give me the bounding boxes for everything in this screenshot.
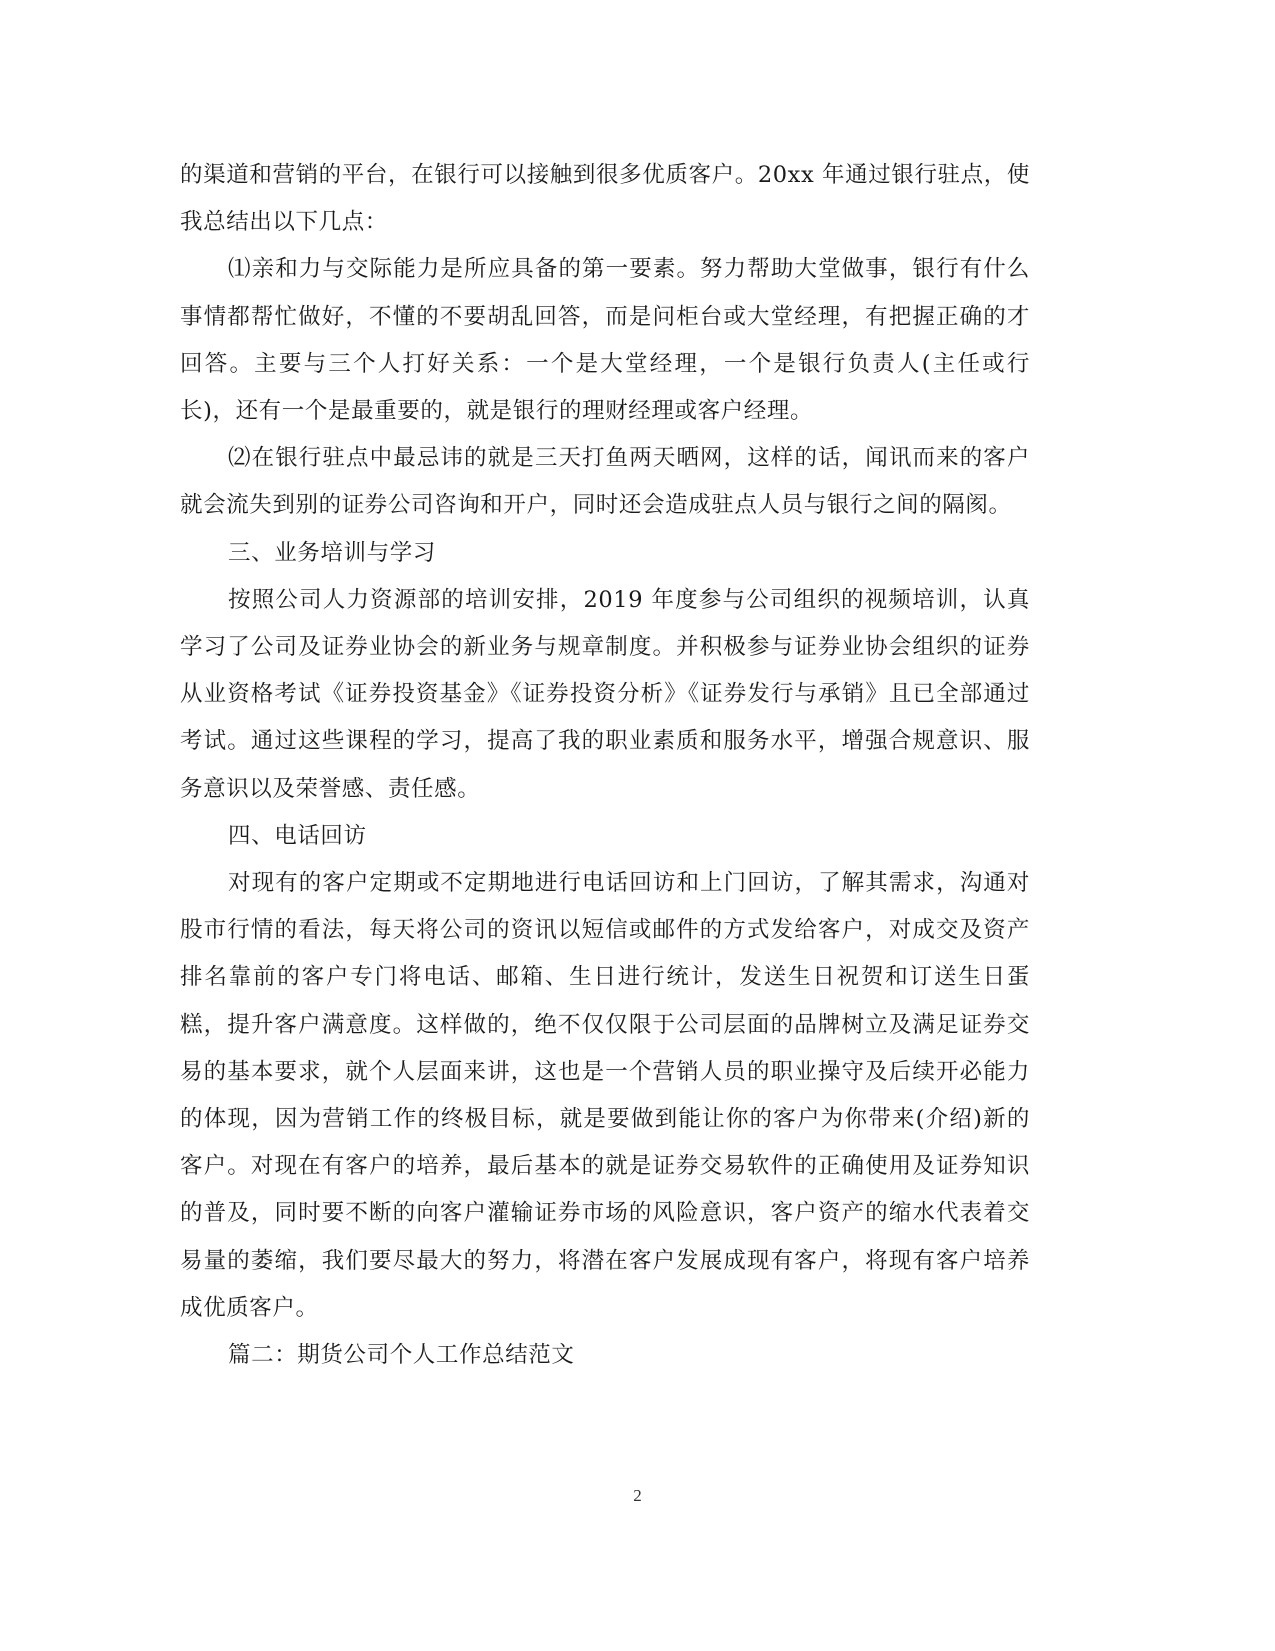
section-heading-training: 三、业务培训与学习 [228,539,436,566]
paragraph-training: 按照公司人力资源部的培训安排，2019 年度参与公司组织的视频培训，认真学习了公司及证券业协会的新业务与规章制度。并积极参与证券业协会组织的证券从业资格考试《证券投资基金》《证券投资分析》《证券发行与承销》且已全部通过考试。通过这些课程的学习，提高了我的职业素质和服务水平，增强合规意识、服务意识以及荣誉感、责任感。 [180,586,1030,802]
paragraph-point-2: ⑵在银行驻点中最忌讳的就是三天打鱼两天晒网，这样的话，闻讯而来的客户就会流失到别的证券公司咨询和开户，同时还会造成驻点人员与银行之间的隔阂。 [180,445,1030,519]
paragraph-phone-followup: 对现有的客户定期或不定期地进行电话回访和上门回访，了解其需求，沟通对股市行情的看法，每天将公司的资讯以短信或邮件的方式发给客户，对成交及资产排名靠前的客户专门将电话、邮箱、生日进行统计，发送生日祝贺和订送生日蛋糕，提升客户满意度。这样做的，绝不仅仅限于公司层面的品牌树立及满足证券交易的基本要求，就个人层面来讲，这也是一个营销人员的职业操守及后续开必能力的体现，因为营销工作的终极目标，就是要做到能让你的客户为你带来(介绍)新的客户。对现在有客户的培养，最后基本的就是证券交易软件的正确使用及证券知识的普及，同时要不断的向客户灌输证券市场的风险意识，客户资产的缩水代表着交易量的萎缩，我们要尽最大的努力，将潜在客户发展成现有客户，将现有客户培养成优质客户。 [180,870,1030,1321]
page-number: 2 [633,1486,642,1505]
document-body [180,152,1030,1379]
section-heading-phone-followup: 四、电话回访 [228,822,367,849]
section-heading-part-two: 篇二：期货公司个人工作总结范文 [228,1342,575,1369]
paragraph-continuation: 的渠道和营销的平台，在银行可以接触到很多优质客户。20xx 年通过银行驻点，使我总结出以下几点： [180,162,1030,236]
paragraph-point-1: ⑴亲和力与交际能力是所应具备的第一要素。努力帮助大堂做事，银行有什么事情都帮忙做好，不懂的不要胡乱回答，而是问柜台或大堂经理，有把握正确的才回答。主要与三个人打好关系：一个是大堂经理，一个是银行负责人(主任或行长)，还有一个是最重要的，就是银行的理财经理或客户经理。 [180,256,1030,425]
